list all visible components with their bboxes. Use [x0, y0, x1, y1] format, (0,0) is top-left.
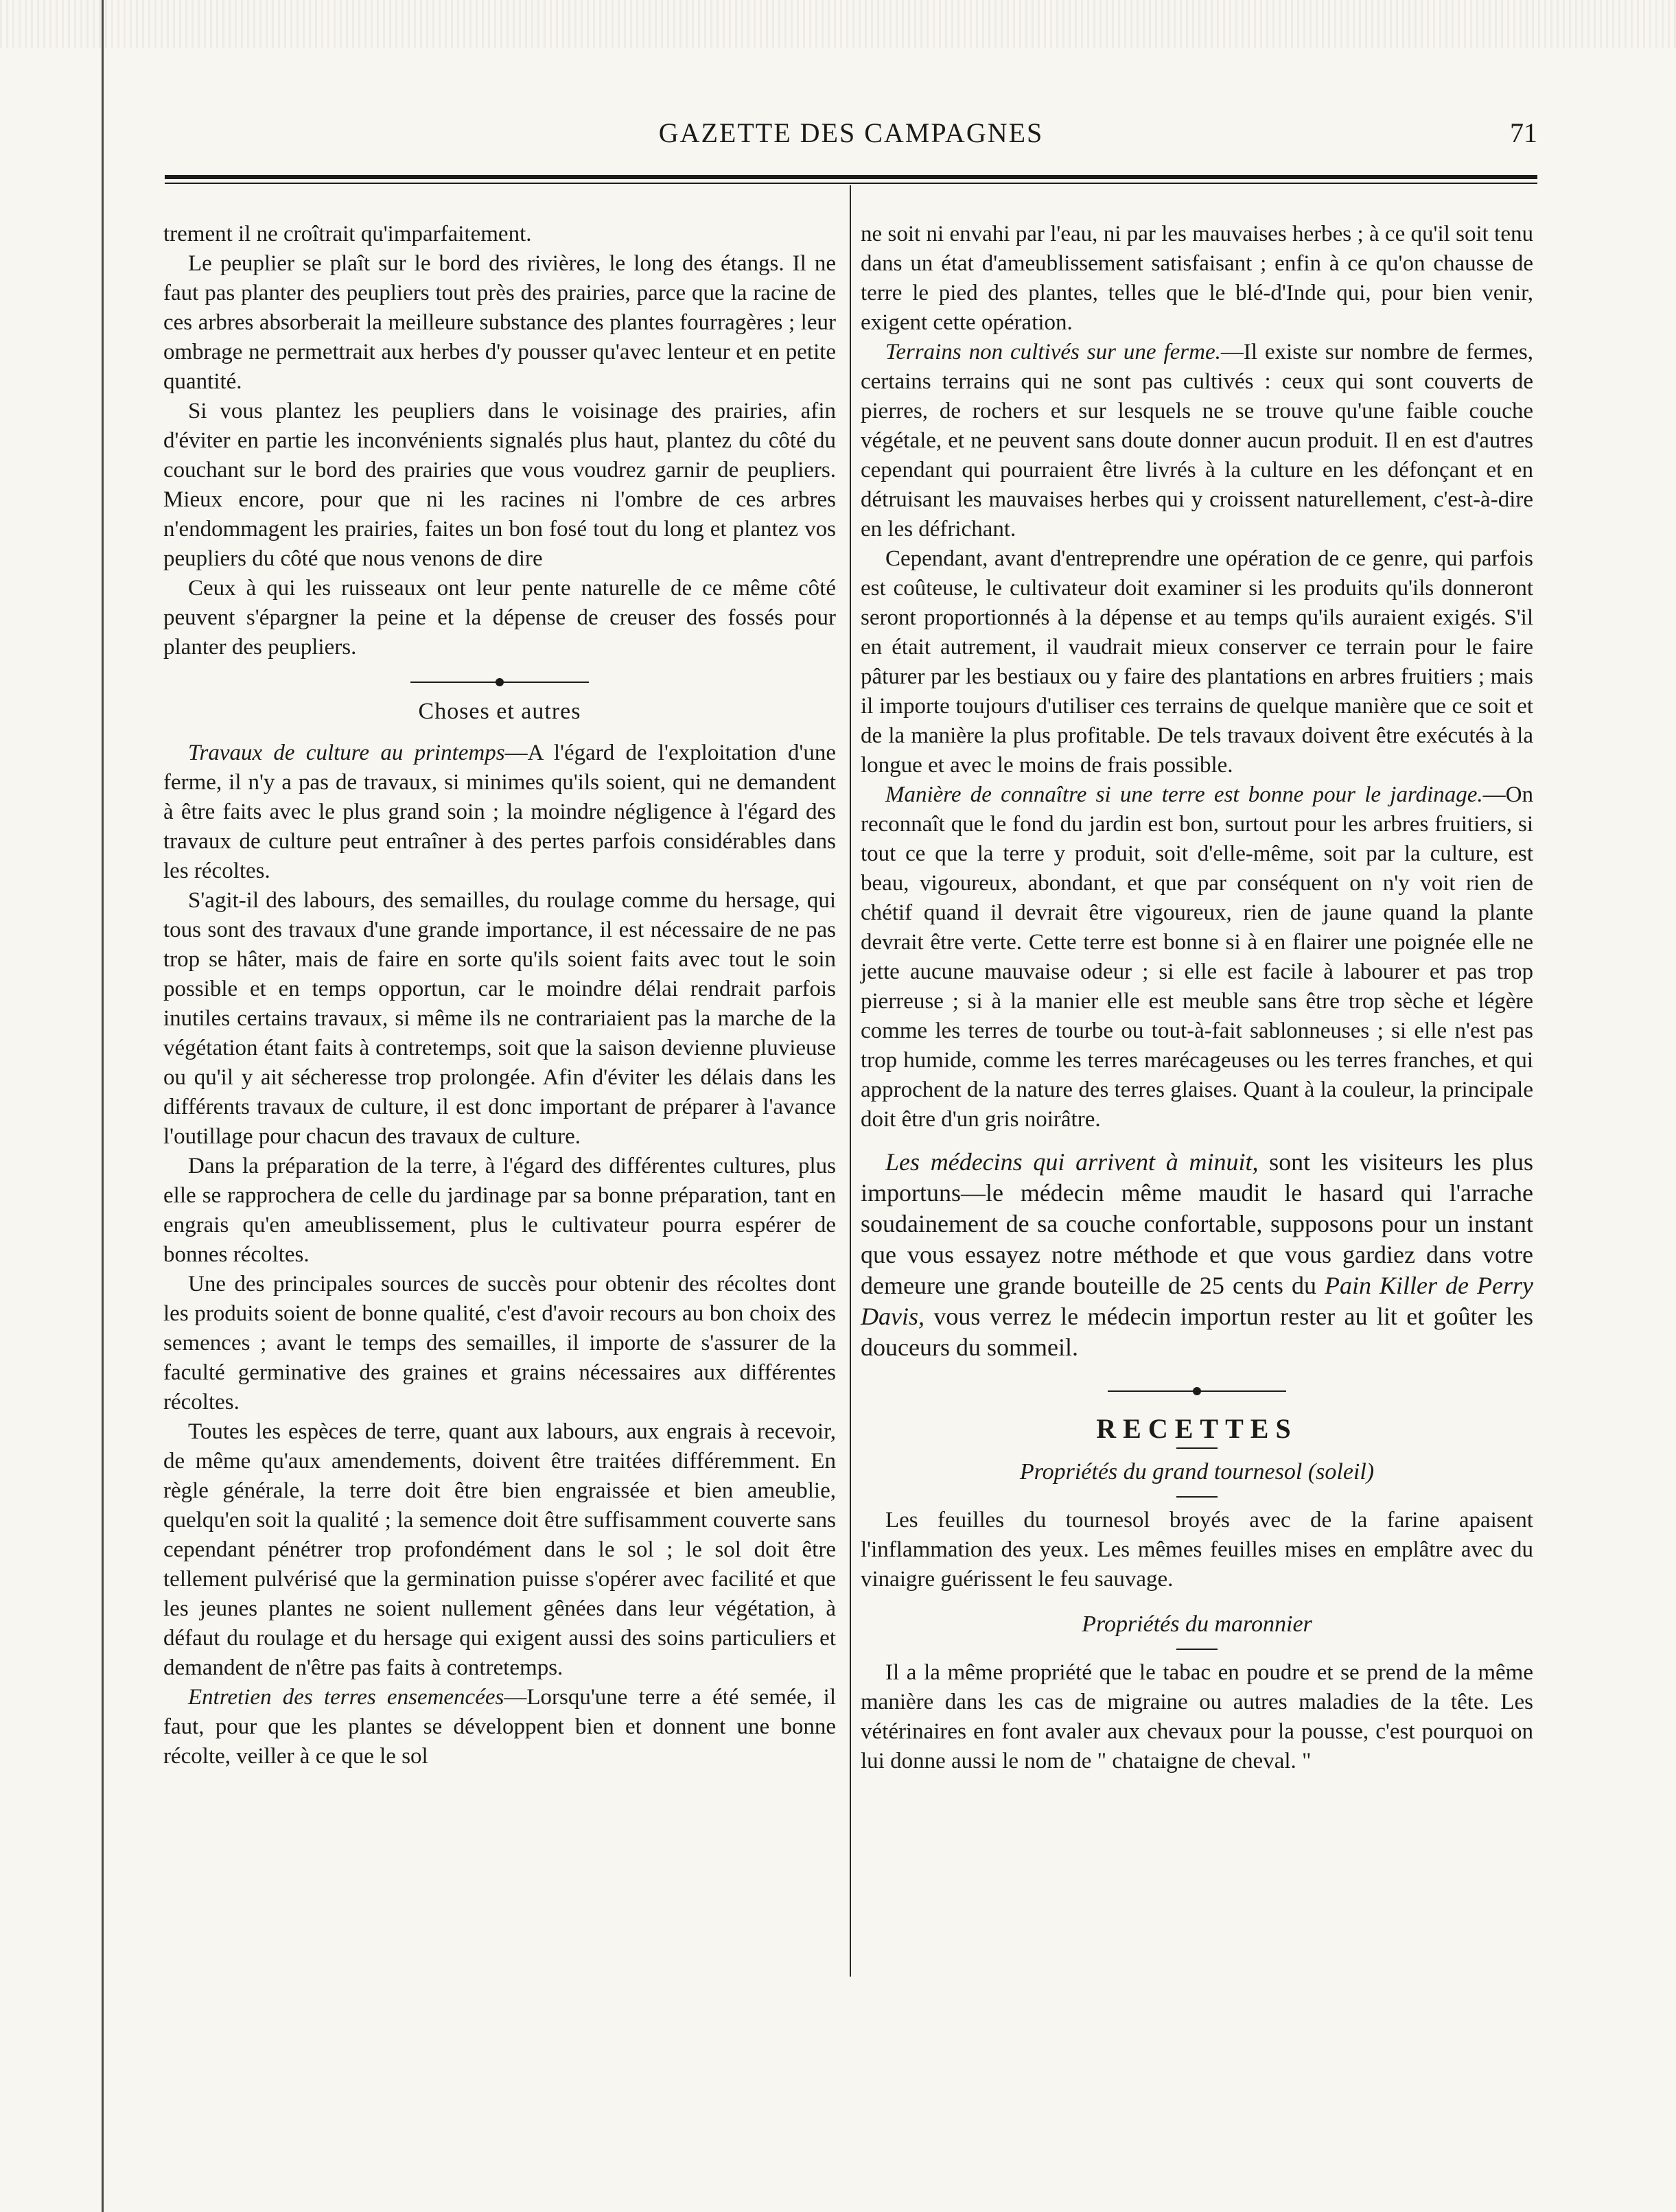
paragraph-lead: Terrains non cultivés sur une ferme. — [885, 340, 1221, 364]
right-column — [861, 220, 1533, 1776]
running-header — [165, 117, 1537, 158]
recipe-text: Les feuilles du tournesol broyés avec de la farine apaisent l'inflammation des yeux. Les mêmes feuilles mises en emplâtre avec du vinaigre guérissent le feu sauvage. — [861, 1508, 1533, 1592]
recipe-text: Il a la même propriété que le tabac en poudre et se prend de la même manière dans les cas de migraine ou autres maladies de la tête. Les vétérinaires en font avaler aux chevaux pour la pousse, c'est pourquoi on lui donne aussi le nom de " chataigne de cheval. " — [861, 1660, 1533, 1773]
advertisement-paragraph — [861, 1147, 1533, 1363]
section-title: Choses et autres — [418, 699, 581, 724]
paragraph-lead: Entretien des terres ensemencées — [188, 1685, 504, 1710]
short-rule — [1176, 1649, 1218, 1650]
paragraph: Le peuplier se plaît sur le bord des rivières, le long des étangs. Il ne faut pas planter des peupliers tout près des prairies, parce que la racine de ces arbres absorberait la meilleure substance des plantes fourragères ; leur ombrage ne permettrait aux herbes d'y pousser qu'avec lenteur et en petite quantité. — [163, 251, 836, 394]
paragraph — [163, 1683, 836, 1771]
paragraph-text: —Il existe sur nombre de fermes, certains terrains qui ne sont pas cultivés : ceux qui sont couverts de pierres, de rochers et sur lesquels ne se trouve qu'une faible couche végétale, et ne peuvent sans doute donner aucun produit. Il en est d'autres cependant qui pourraient être livrés à la culture en les défonçant et en détruisant les mauvaises herbes qui y croissent naturellement, c'est-à-dire en les défrichant. — [861, 340, 1533, 542]
paragraph: ne soit ni envahi par l'eau, ni par les mauvaises herbes ; à ce qu'il soit tenu dans un état d'ameublissement satisfaisant ; enfin à ce qu'on chausse de terre le pied des plantes, telles que le blé-d'Inde qui, pour bien venir, exigent cette opération. — [861, 222, 1533, 335]
recipe-title: Propriétés du maronnier — [1082, 1611, 1312, 1637]
ad-product: Pain Killer de Perry Davis, — [861, 1272, 1533, 1330]
paragraph — [163, 738, 836, 886]
scan-noise — [0, 0, 1676, 48]
paragraph: Une des principales sources de succès pour obtenir des récoltes dont les produits soient de bonne qualité, c'est d'avoir recours au bon choix des semences ; avant le temps des semailles, il importe de s'assurer de la faculté germinative des graines et grains nécessaires aux différentes récoltes. — [163, 1272, 836, 1414]
paragraph: Si vous plantez les peupliers dans le voisinage des prairies, afin d'éviter en partie les inconvénients signalés plus haut, plantez du côté du couchant sur le bord des prairies que vous voudrez garnir de peupliers. Mieux encore, pour que ni les racines ni l'ombre de ces arbres n'endommagent les prairies, faites un bon fosé tout du long et plantez vos peupliers du côté que nous venons de dire — [163, 399, 836, 571]
paragraph-text: —Lorsqu'une terre a été semée, il faut, pour que les plantes se développent bien et donnent une bonne récolte, veiller à ce que le sol — [163, 1685, 836, 1769]
recipe-title: Propriétés du grand tournesol (soleil) — [1019, 1459, 1375, 1485]
ad-text-end: vous verrez le médecin importun rester au lit et goûter les douceurs du sommeil. — [861, 1303, 1533, 1361]
page-number: 71 — [1510, 117, 1537, 148]
binding-margin-rule — [102, 0, 104, 2212]
section-ornament — [861, 1386, 1533, 1396]
header-double-rule — [165, 175, 1537, 184]
left-column — [163, 220, 836, 1771]
column-divider — [850, 185, 851, 1977]
paragraph: S'agit-il des labours, des semailles, du roulage comme du hersage, qui tous sont des travaux d'une grande importance, il est nécessaire de ne pas trop se hâter, mais de faire en sorte qu'ils soient faits avec tout le soin possible et en temps opportun, car le moindre délai rendrait parfois inutiles certains travaux, si même ils ne contrariaient pas la marche de la végétation étant faits à contretemps, soit que la saison devienne pluvieuse ou qu'il y ait sécheresse trop prolongée. Afin d'éviter les délais dans les différents travaux de culture, il est donc important de préparer à l'avance l'outillage pour chacun des travaux de culture. — [163, 888, 836, 1149]
advertisement-block — [861, 1147, 1533, 1363]
paragraph-text: —On reconnaît que le fond du jardin est bon, surtout pour les arbres fruitiers, si tout ce que la terre y produit, soit d'elle-même, soit par la culture, est beau, vigoureux, abondant, et que par conséquent on n'y voit rien de chétif quand il devrait être vigoureux, rien de jaune quand la plante devrait être verte. Cette terre est bonne si à en flairer une poignée elle ne jette aucune mauvaise odeur ; si elle est facile à labourer et pas trop pierreuse ; si à la manier elle est meuble sans être trop sèche et légère comme les terres de tourbe ou tout-à-fait sablonneuses ; si elle n'est pas trop humide, comme les terres marécageuses ou les terres franches, et qui approchent de la nature des terres glaises. Quant à la couleur, la principale doit être d'un gris noirâtre. — [861, 782, 1533, 1132]
short-rule — [1176, 1496, 1218, 1498]
ad-text: sont les visiteurs les plus importuns—le médecin même maudit le hasard qui l'arrache soudainement de sa couche confortable, supposons pour un instant que vous essayez notre méthode et que vous gardiez dans votre demeure une grande bouteille de 25 cents du — [861, 1148, 1533, 1299]
recettes-title: RECETTES — [1096, 1413, 1298, 1444]
paragraph: Dans la préparation de la terre, à l'égard des différentes cultures, plus elle se rapprochera de celle du jardinage par sa bonne préparation, tant en engrais qu'en ameublissement, plus le cultivateur pourra espérer de bonnes récoltes. — [163, 1154, 836, 1267]
paragraph-text: —A l'égard de l'exploitation d'une ferme, il n'y a pas de travaux, si minimes qu'ils soient, qui ne demandent à être faits avec le plus grand soin ; la moindre négligence à l'égard des travaux de culture peut entraîner à des pertes parfois considérables dans les récoltes. — [163, 741, 836, 883]
paragraph: Ceux à qui les ruisseaux ont leur pente naturelle de ce même côté peuvent s'épargner la peine et la dépense de creuser des fossés pour planter des peupliers. — [163, 576, 836, 660]
paragraph — [861, 780, 1533, 1134]
publication-title: GAZETTE DES CAMPAGNES — [658, 117, 1044, 148]
section-ornament — [163, 677, 836, 687]
short-rule — [1176, 1447, 1218, 1449]
ad-lead: Les médecins qui arrivent à minuit, — [885, 1148, 1259, 1176]
paragraph: trement il ne croîtrait qu'imparfaitement. — [163, 222, 532, 246]
paragraph-lead: Travaux de culture au printemps — [188, 741, 505, 765]
paragraph-lead: Manière de connaître si une terre est bonne pour le jardinage. — [885, 782, 1483, 807]
paragraph — [861, 338, 1533, 544]
paragraph: Toutes les espèces de terre, quant aux labours, aux engrais à recevoir, de même qu'aux amendements, doivent être traitées différemment. En règle générale, la terre doit être bien engraissée et bien ameublie, quelqu'en soit la qualité ; la semence doit être suffisamment couverte sans cependant pénétrer trop profondément dans le sol ; le sol doit être tellement pulvérisé que la germination puisse s'opérer avec facilité et que les jeunes plantes ne soient nullement gênées dans leur végétation, à défaut du roulage et du hersage qui exigent aussi des soins particuliers et demandent de n'être pas faits à contretemps. — [163, 1419, 836, 1680]
paragraph: Cependant, avant d'entreprendre une opération de ce genre, qui parfois est coûteuse, le cultivateur doit examiner si les produits qu'ils donneront seront proportionnés à la dépense et au temps qu'ils auraient exigés. S'il en était autrement, il vaudrait mieux conserver ce terrain pour le faire pâturer par les bestiaux ou y faire des plantations en arbres fruitiers ; mais il importe toujours d'utiliser ces terrains de quelque manière que ce soit et de la manière la plus profitable. De tels travaux doivent être exécutés à la longue et avec le moins de frais possible. — [861, 546, 1533, 778]
